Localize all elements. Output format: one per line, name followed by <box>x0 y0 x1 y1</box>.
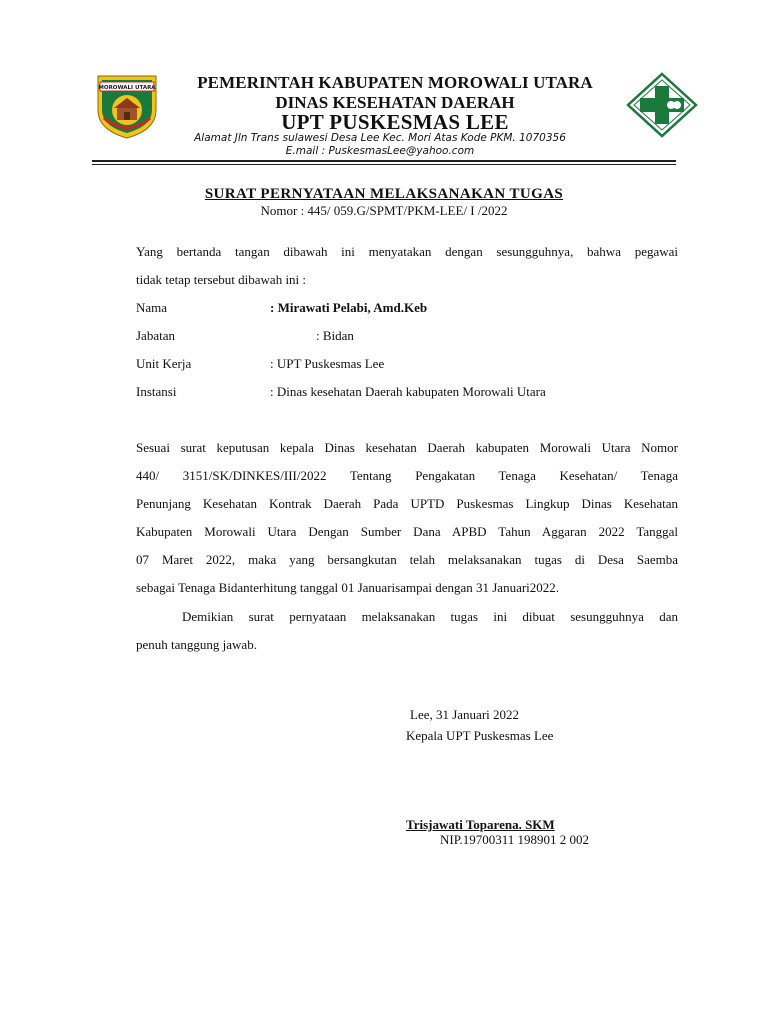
header-divider-thin <box>92 164 676 165</box>
document-number: Nomor : 445/ 059.G/SPMT/PKM-LEE/ I /2022 <box>260 203 508 218</box>
signature-place-date: Lee, 31 Januari 2022 <box>410 707 520 722</box>
field-label-instansi: Instansi <box>136 384 177 399</box>
puskesmas-logo <box>626 72 698 138</box>
closing-line-2: penuh tanggung jawab. <box>136 637 257 652</box>
field-value-nama: : Mirawati Pelabi, Amd.Keb <box>270 300 428 315</box>
field-value-instansi: : Dinas kesehatan Daerah kabupaten Morowali Utara <box>270 384 546 399</box>
field-label-nama: Nama <box>136 300 168 315</box>
intro-line-2: tidak tetap tersebut dibawah ini : <box>136 272 307 287</box>
body-line-1: Sesuai surat keputusan kepala Dinas kesehatan Daerah kabupaten Morowali Utara Nomor <box>136 440 678 455</box>
header-government: PEMERINTAH KABUPATEN MOROWALI UTARA <box>197 73 593 92</box>
header-email: E.mail : PuskesmasLee@yahoo.com <box>285 145 475 157</box>
body-line-2: 440/ 3151/SK/DINKES/III/2022 Tentang Pengakatan Tenaga Kesehatan/ Tenaga <box>136 468 678 483</box>
header-department: DINAS KESEHATAN DAERAH <box>275 93 515 112</box>
field-label-unit-kerja: Unit Kerja <box>136 356 192 371</box>
field-value-unit-kerja: : UPT Puskesmas Lee <box>270 356 385 371</box>
signature-position: Kepala UPT Puskesmas Lee <box>406 728 554 743</box>
closing-line-1: Demikian surat pernyataan melaksanakan tugas ini dibuat sesungguhnya dan <box>182 609 678 624</box>
field-value-jabatan: : Bidan <box>316 328 354 343</box>
body-line-3: Penunjang Kesehatan Kontrak Daerah Pada UPTD Puskesmas Lingkup Dinas Kesehatan <box>136 496 678 511</box>
header-divider-thick <box>92 160 676 162</box>
intro-line-1: Yang bertanda tangan dibawah ini menyatakan dengan sesungguhnya, bahwa pegawai <box>136 244 678 259</box>
header-address: Alamat Jln Trans sulawesi Desa Lee Kec. Mori Atas Kode PKM. 1070356 <box>194 132 566 144</box>
emblem-banner-text: MOROWALI UTARA <box>98 85 156 91</box>
body-line-5: 07 Maret 2022, maka yang bersangkutan telah melaksanakan tugas di Desa Saemba <box>136 552 678 567</box>
signature-nip: NIP.19700311 198901 2 002 <box>440 832 590 847</box>
body-line-6: sebagai Tenaga Bidanterhitung tanggal 01 Januarisampai dengan 31 Januari2022. <box>136 580 560 595</box>
morowali-utara-emblem <box>92 70 162 140</box>
body-line-4: Kabupaten Morowali Utara Dengan Sumber Dana APBD Tahun Aggaran 2022 Tanggal <box>136 524 678 539</box>
signature-name: Trisjawati Toparena. SKM <box>406 817 555 832</box>
field-label-jabatan: Jabatan <box>136 328 175 343</box>
document-title: SURAT PERNYATAAN MELAKSANAKAN TUGAS <box>204 186 564 202</box>
header-institution: UPT PUSKESMAS LEE <box>281 110 509 134</box>
